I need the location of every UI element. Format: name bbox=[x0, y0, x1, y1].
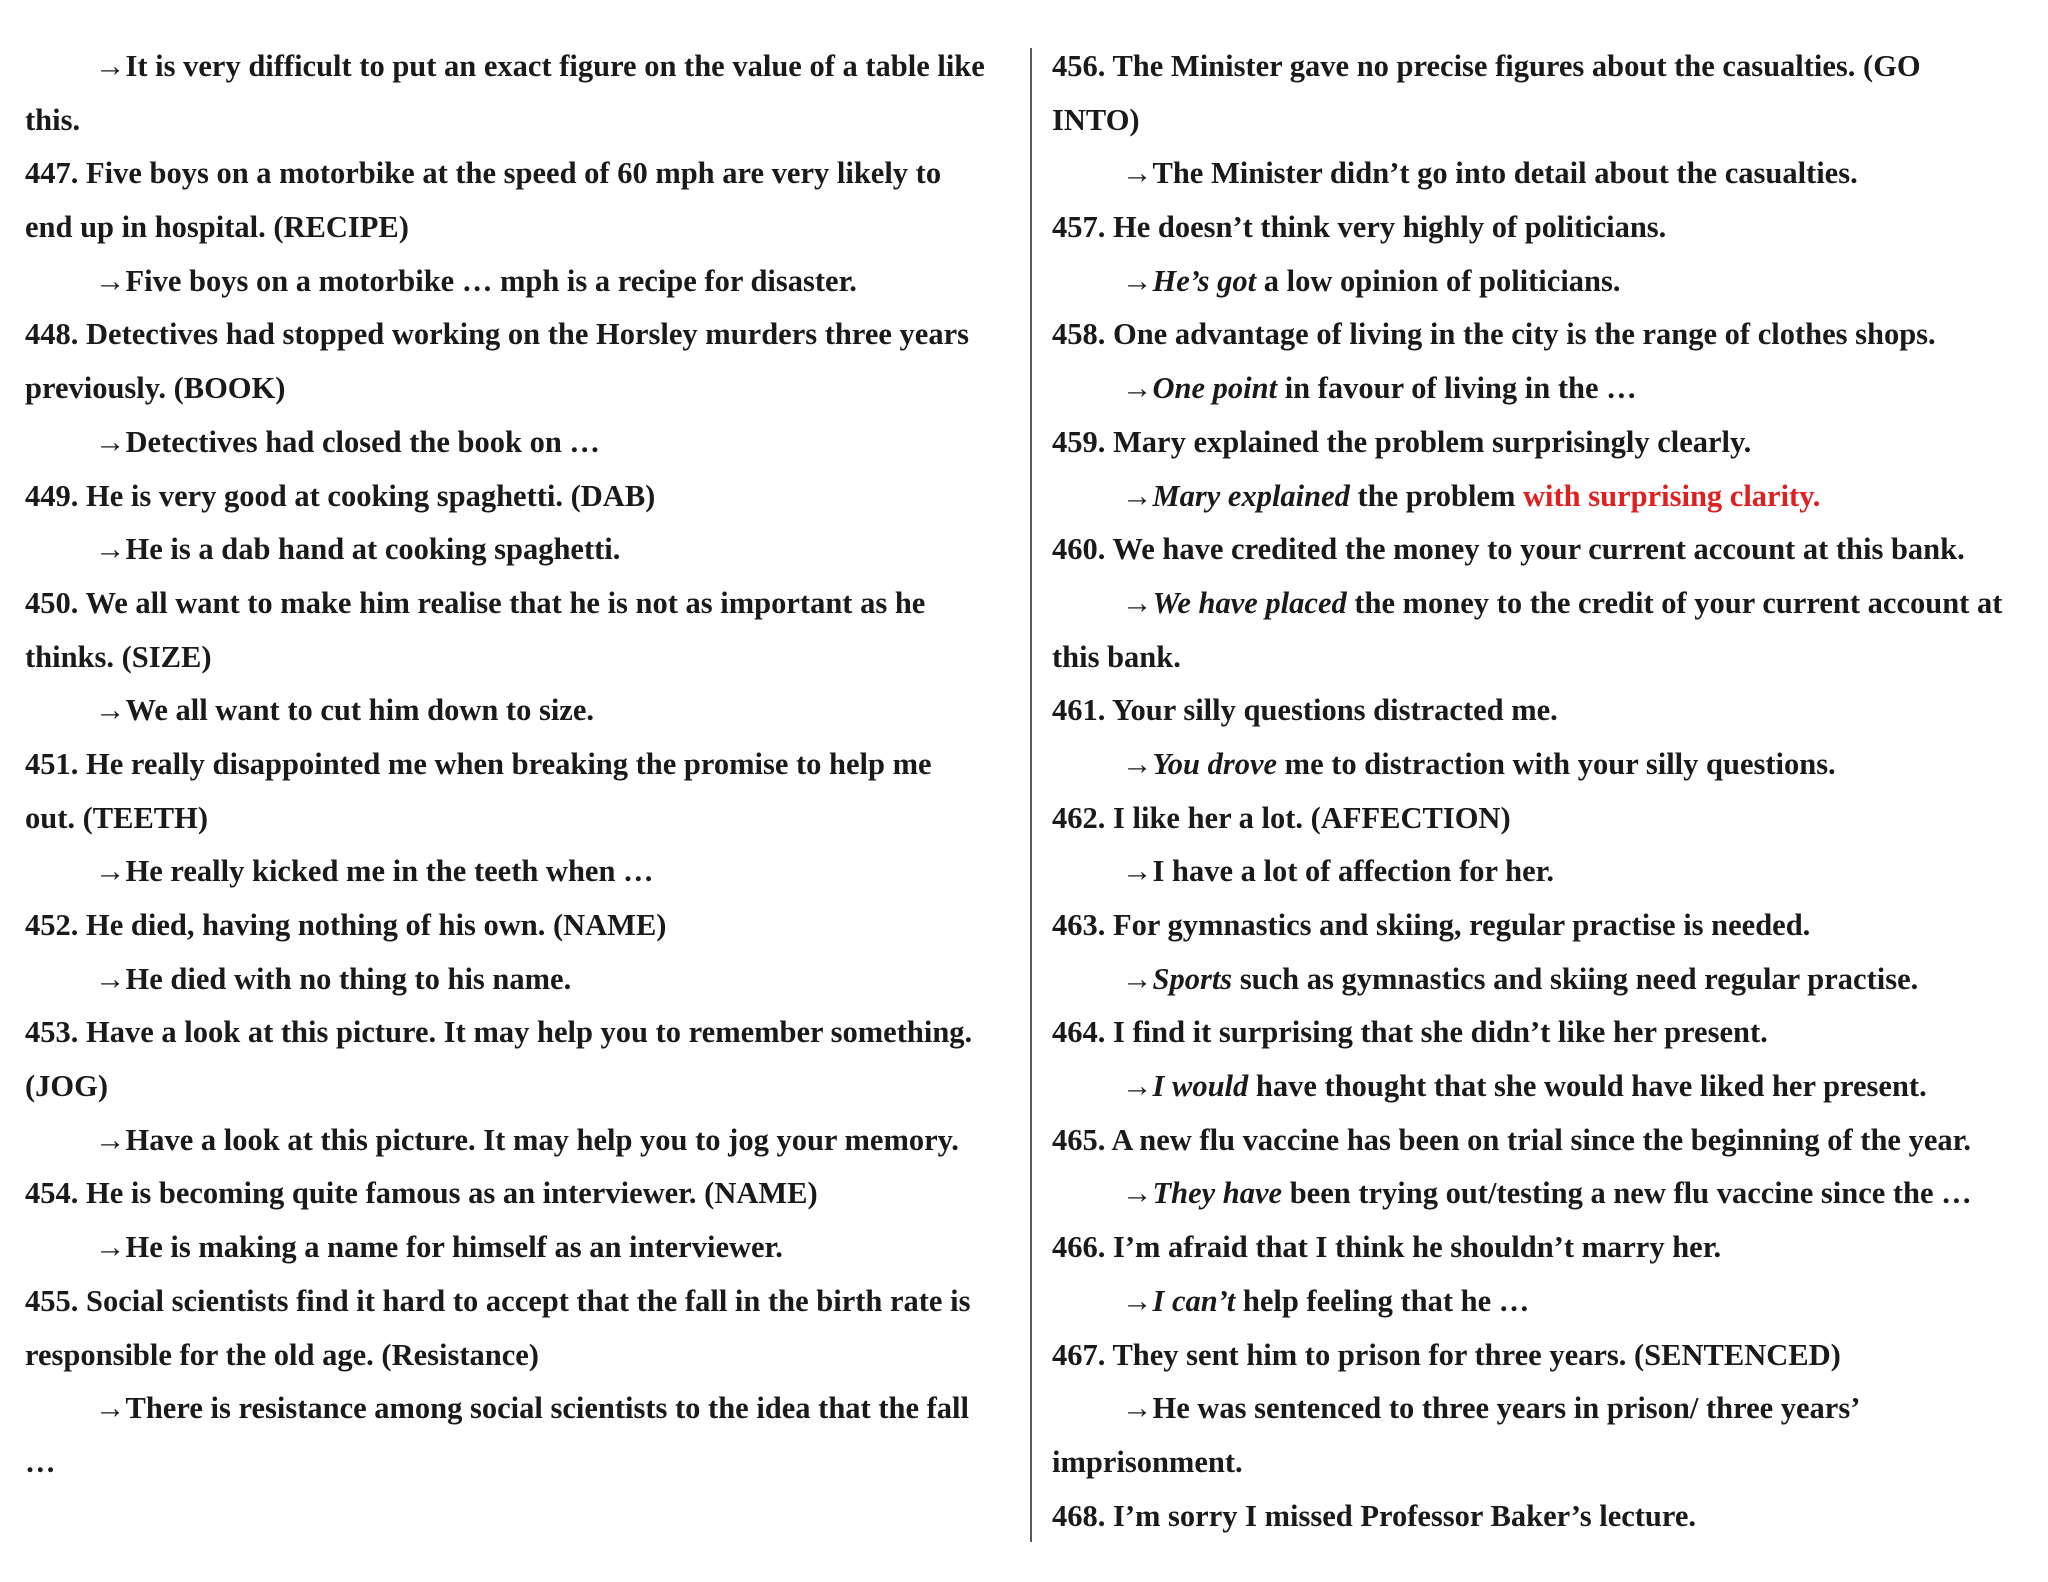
line-text: out. (TEETH) bbox=[25, 800, 209, 835]
line-text: 455. Social scientists find it hard to accept that the fall in the birth rate is bbox=[25, 1283, 971, 1318]
line-text: →It is very difficult to put an exact figure on the value of a table like bbox=[95, 49, 985, 83]
line-text: 468. I’m sorry I missed Professor Baker’s lecture. bbox=[1052, 1498, 1697, 1533]
text-line bbox=[25, 899, 1010, 953]
text-line bbox=[25, 1060, 1010, 1114]
text-line bbox=[1052, 1329, 2032, 1383]
text-line bbox=[25, 631, 1010, 685]
text-line bbox=[1052, 1114, 2032, 1168]
text-line bbox=[25, 470, 1010, 524]
line-text: →He is a dab hand at cooking spaghetti. bbox=[95, 532, 621, 567]
column-divider bbox=[1030, 48, 1032, 1542]
text-line bbox=[25, 792, 1010, 846]
text-line bbox=[25, 1436, 1010, 1490]
text-line bbox=[1052, 308, 2032, 362]
line-text: the money to the credit of your current account at bbox=[1346, 585, 2003, 620]
answer-line bbox=[1052, 577, 2032, 631]
text-line bbox=[1052, 1490, 2032, 1544]
italic-text: Sports bbox=[1152, 961, 1233, 996]
line-text: … bbox=[25, 1444, 56, 1479]
text-line bbox=[25, 1167, 1010, 1221]
line-text: INTO) bbox=[1052, 102, 1140, 137]
line-text: 458. One advantage of living in the city is the range of clothes shops. bbox=[1052, 317, 1936, 352]
italic-text: They have bbox=[1152, 1176, 1283, 1211]
answer-line bbox=[25, 523, 1010, 577]
text-line bbox=[1052, 40, 2032, 94]
text-line bbox=[1052, 899, 2032, 953]
right-column bbox=[1052, 40, 2032, 1543]
line-text: 454. He is becoming quite famous as an interviewer. (NAME) bbox=[25, 1176, 818, 1211]
line-text: 451. He really disappointed me when breaking the promise to help me bbox=[25, 746, 932, 781]
text-line bbox=[25, 147, 1010, 201]
text-line bbox=[1052, 1221, 2032, 1275]
answer-line bbox=[25, 684, 1010, 738]
line-text: → bbox=[1122, 478, 1153, 513]
line-text: such as gymnastics and skiing need regular practise. bbox=[1232, 961, 1919, 996]
line-text: 463. For gymnastics and skiing, regular practise is needed. bbox=[1052, 908, 1811, 942]
line-text: →He is making a name for himself as an interviewer. bbox=[95, 1230, 783, 1265]
answer-line bbox=[25, 1221, 1010, 1275]
highlighted-text: with surprising clarity. bbox=[1523, 478, 1821, 513]
line-text: end up in hospital. (RECIPE) bbox=[25, 210, 409, 245]
italic-text: We have placed bbox=[1152, 585, 1347, 620]
answer-line bbox=[1052, 147, 2032, 201]
line-text: →We all want to cut him down to size. bbox=[95, 693, 595, 728]
line-text: → bbox=[1122, 746, 1153, 781]
line-text: 457. He doesn’t think very highly of politicians. bbox=[1052, 210, 1667, 245]
text-line bbox=[25, 201, 1010, 255]
line-text: 466. I’m afraid that I think he shouldn’t marry her. bbox=[1052, 1230, 1722, 1265]
text-line bbox=[25, 362, 1010, 416]
answer-line bbox=[25, 255, 1010, 309]
answer-line bbox=[1052, 1060, 2032, 1114]
line-text: 449. He is very good at cooking spaghetti. (DAB) bbox=[25, 478, 656, 513]
italic-text: I would bbox=[1152, 1069, 1249, 1104]
text-line bbox=[1052, 792, 2032, 846]
line-text: 447. Five boys on a motorbike at the speed of 60 mph are very likely to bbox=[25, 156, 942, 191]
line-text: →I have a lot of affection for her. bbox=[1122, 854, 1555, 889]
line-text: 448. Detectives had stopped working on the Horsley murders three years bbox=[25, 317, 969, 352]
text-line bbox=[25, 94, 1010, 148]
text-line bbox=[25, 1329, 1010, 1383]
text-line bbox=[1052, 416, 2032, 470]
line-text: 460. We have credited the money to your current account at this bank. bbox=[1052, 532, 1965, 567]
line-text: 467. They sent him to prison for three years. (SENTENCED) bbox=[1052, 1337, 1841, 1372]
italic-text: Mary explained bbox=[1152, 478, 1350, 513]
answer-line bbox=[25, 1114, 1010, 1168]
answer-line bbox=[1052, 470, 2032, 524]
left-column bbox=[25, 40, 1010, 1490]
text-line bbox=[25, 308, 1010, 362]
line-text: thinks. (SIZE) bbox=[25, 639, 212, 674]
line-text: 461. Your silly questions distracted me. bbox=[1052, 693, 1558, 728]
answer-line bbox=[1052, 255, 2032, 309]
italic-text: He’s got bbox=[1152, 263, 1257, 298]
line-text: in favour of living in the … bbox=[1277, 371, 1637, 406]
line-text: 452. He died, having nothing of his own. (NAME) bbox=[25, 908, 667, 942]
text-line bbox=[1052, 201, 2032, 255]
line-text: 462. I like her a lot. (AFFECTION) bbox=[1052, 800, 1511, 835]
text-line bbox=[1052, 1006, 2032, 1060]
text-line bbox=[25, 738, 1010, 792]
line-text: previously. (BOOK) bbox=[25, 371, 286, 406]
line-text: →Have a look at this picture. It may help you to jog your memory. bbox=[95, 1122, 959, 1157]
line-text: → bbox=[1122, 1069, 1153, 1104]
line-text: →Five boys on a motorbike … mph is a recipe for disaster. bbox=[95, 263, 857, 298]
line-text: this bank. bbox=[1052, 639, 1181, 674]
line-text: 450. We all want to make him realise that he is not as important as he bbox=[25, 585, 926, 620]
text-line bbox=[1052, 94, 2032, 148]
line-text: been trying out/testing a new flu vaccine since the … bbox=[1282, 1176, 1972, 1211]
line-text: imprisonment. bbox=[1052, 1444, 1243, 1479]
answer-line bbox=[1052, 845, 2032, 899]
line-text: a low opinion of politicians. bbox=[1256, 263, 1621, 298]
answer-line bbox=[1052, 362, 2032, 416]
line-text: →He really kicked me in the teeth when … bbox=[95, 854, 654, 889]
text-line bbox=[25, 577, 1010, 631]
line-text: 464. I find it surprising that she didn’t like her present. bbox=[1052, 1015, 1768, 1050]
line-text: this. bbox=[25, 102, 81, 137]
line-text: → bbox=[1122, 961, 1153, 996]
line-text: me to distraction with your silly questions. bbox=[1277, 746, 1836, 781]
answer-line bbox=[1052, 1275, 2032, 1329]
line-text: the problem bbox=[1349, 478, 1524, 513]
italic-text: I can’t bbox=[1152, 1283, 1236, 1318]
line-text: 456. The Minister gave no precise figures about the casualties. (GO bbox=[1052, 49, 1921, 83]
italic-text: You drove bbox=[1152, 746, 1278, 781]
answer-line bbox=[25, 40, 1010, 94]
line-text: 465. A new flu vaccine has been on trial since the beginning of the year. bbox=[1052, 1122, 1971, 1157]
line-text: → bbox=[1122, 585, 1153, 620]
answer-line bbox=[1052, 738, 2032, 792]
line-text: (JOG) bbox=[25, 1069, 109, 1104]
line-text: → bbox=[1122, 263, 1153, 298]
line-text: → bbox=[1122, 1176, 1153, 1211]
text-line bbox=[1052, 631, 2032, 685]
answer-line bbox=[1052, 1382, 2032, 1436]
line-text: help feeling that he … bbox=[1235, 1283, 1530, 1318]
text-line bbox=[1052, 523, 2032, 577]
answer-line bbox=[25, 416, 1010, 470]
answer-line bbox=[1052, 953, 2032, 1007]
italic-text: One point bbox=[1152, 371, 1278, 406]
line-text: 459. Mary explained the problem surprisingly clearly. bbox=[1052, 424, 1752, 459]
answer-line bbox=[1052, 1167, 2032, 1221]
line-text: →Detectives had closed the book on … bbox=[95, 424, 600, 459]
text-line bbox=[25, 1006, 1010, 1060]
line-text: →He was sentenced to three years in prison/ three years’ bbox=[1122, 1391, 1861, 1426]
line-text: →He died with no thing to his name. bbox=[95, 961, 572, 996]
line-text: → bbox=[1122, 371, 1153, 406]
answer-line bbox=[25, 845, 1010, 899]
line-text: responsible for the old age. (Resistance) bbox=[25, 1337, 539, 1372]
text-line bbox=[1052, 684, 2032, 738]
text-line bbox=[25, 1275, 1010, 1329]
line-text: →There is resistance among social scientists to the idea that the fall bbox=[95, 1391, 969, 1426]
line-text: have thought that she would have liked her present. bbox=[1248, 1069, 1927, 1104]
answer-line bbox=[25, 1382, 1010, 1436]
line-text: 453. Have a look at this picture. It may help you to remember something. bbox=[25, 1015, 973, 1050]
line-text: →The Minister didn’t go into detail about the casualties. bbox=[1122, 156, 1858, 191]
text-line bbox=[1052, 1436, 2032, 1490]
answer-line bbox=[25, 953, 1010, 1007]
line-text: → bbox=[1122, 1283, 1153, 1318]
